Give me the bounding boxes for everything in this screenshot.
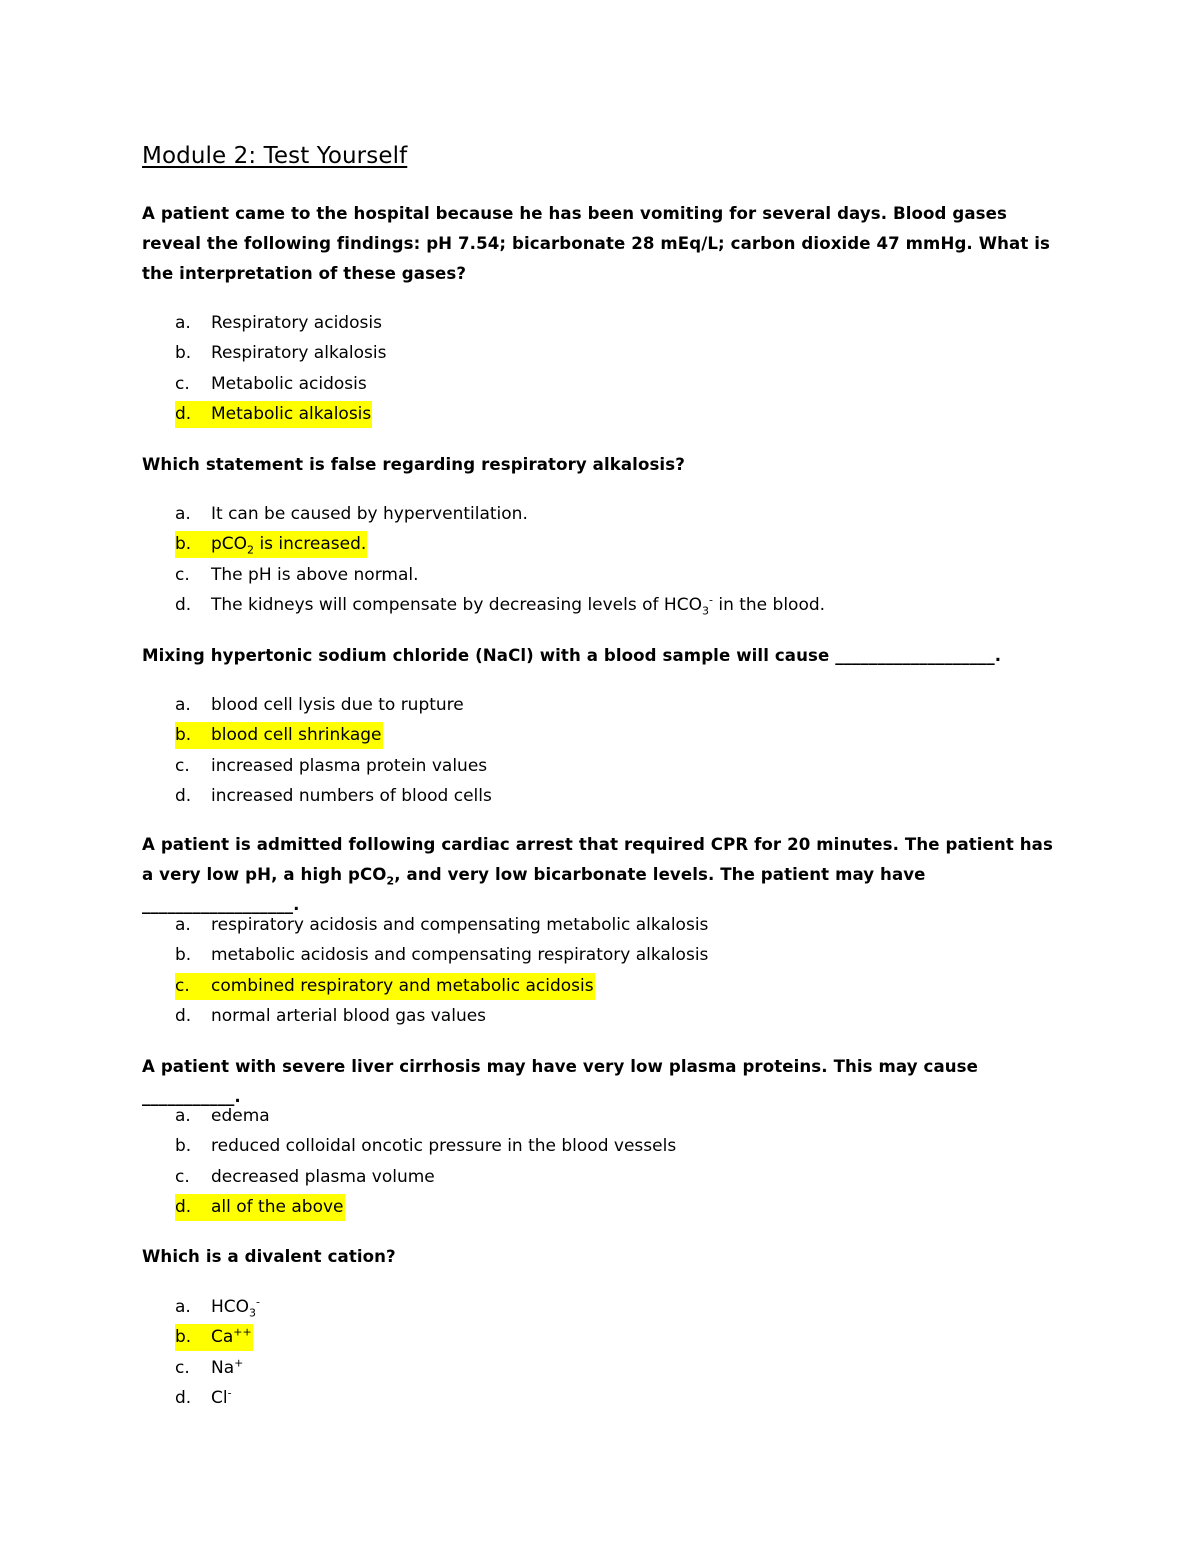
option-text: all of the above	[211, 1196, 344, 1217]
option-letter: a.	[175, 695, 191, 715]
option-text: normal arterial blood gas values	[211, 1005, 487, 1026]
option-letter: a.	[175, 1297, 191, 1317]
question-5-stem: A patient with severe liver cirrhosis may have very low plasma proteins. This may cause ___________.	[142, 1057, 978, 1106]
subscript: 2	[386, 874, 395, 888]
question-2-stem: Which statement is false regarding respiratory alkalosis?	[142, 455, 685, 474]
option-text: respiratory acidosis and compensating metabolic alkalosis	[211, 915, 709, 935]
option-text: blood cell shrinkage	[211, 725, 382, 746]
option-4c-highlighted	[175, 971, 709, 1001]
option-6a	[175, 1292, 261, 1322]
option-letter: c.	[175, 755, 190, 776]
option-letter: c.	[175, 1357, 190, 1378]
option-letter: a.	[175, 504, 191, 524]
option-text-pre: The kidneys will compensate by decreasing levels of HCO	[211, 594, 702, 615]
option-1d-highlighted	[175, 399, 387, 429]
superscript: -	[256, 1295, 261, 1309]
option-text-pre: Cl	[211, 1387, 228, 1408]
option-letter: d.	[175, 594, 192, 615]
option-text: Respiratory alkalosis	[211, 343, 387, 364]
option-letter: d.	[175, 403, 192, 424]
option-letter: c.	[175, 1166, 190, 1187]
option-letter: c.	[175, 564, 190, 585]
superscript: -	[227, 1386, 232, 1400]
stem-text-pre: A patient is admitted following cardiac arrest that required CPR for 20 minutes. The patient has a very low pH, a high pCO	[142, 835, 1053, 884]
option-text: Respiratory acidosis	[211, 313, 382, 333]
option-5b	[175, 1131, 677, 1161]
option-3c	[175, 751, 493, 781]
option-letter: a.	[175, 915, 191, 935]
option-text: increased numbers of blood cells	[211, 785, 492, 806]
option-1c	[175, 369, 387, 399]
subscript: 3	[701, 604, 709, 618]
option-letter: c.	[175, 975, 190, 996]
option-5c	[175, 1162, 677, 1192]
option-2c	[175, 560, 826, 590]
option-letter: b.	[175, 1327, 192, 1348]
option-letter: a.	[175, 1106, 191, 1126]
option-text: edema	[211, 1106, 270, 1126]
page-title: Module 2: Test Yourself	[142, 143, 408, 169]
option-6b-highlighted	[175, 1322, 261, 1352]
option-text: metabolic acidosis and compensating respiratory alkalosis	[211, 945, 709, 966]
option-text: combined respiratory and metabolic acidosis	[211, 975, 594, 996]
subscript: 3	[249, 1306, 257, 1320]
option-letter: b.	[175, 725, 192, 746]
option-text: Metabolic alkalosis	[211, 403, 372, 424]
superscript: ++	[233, 1325, 252, 1339]
option-text-post: in the blood.	[712, 594, 826, 615]
option-2d	[175, 590, 826, 620]
stem-text-post: , and very low bicarbonate levels. The patient may have __________________.	[142, 865, 926, 914]
option-3a	[175, 690, 493, 720]
option-1b	[175, 338, 387, 368]
option-letter: a.	[175, 313, 191, 333]
option-2a	[175, 499, 826, 529]
option-text-pre: Ca	[211, 1327, 234, 1348]
option-text: Metabolic acidosis	[211, 373, 367, 394]
option-text-pre: Na	[211, 1357, 235, 1378]
option-text: reduced colloidal oncotic pressure in the blood vessels	[211, 1136, 677, 1157]
option-6c	[175, 1353, 261, 1383]
question-3-options	[175, 690, 493, 811]
option-3b-highlighted	[175, 720, 493, 750]
superscript: -	[708, 593, 713, 607]
option-4b	[175, 940, 709, 970]
option-letter: b.	[175, 343, 192, 364]
option-6d	[175, 1383, 261, 1413]
option-letter: b.	[175, 534, 192, 555]
question-4-options	[175, 910, 709, 1031]
question-1-options	[175, 308, 387, 429]
option-text: increased plasma protein values	[211, 755, 488, 776]
option-5a	[175, 1101, 677, 1131]
option-letter: d.	[175, 785, 192, 806]
question-6-stem: Which is a divalent cation?	[142, 1247, 396, 1266]
option-3d	[175, 781, 493, 811]
subscript: 2	[247, 543, 255, 557]
option-letter: b.	[175, 1136, 192, 1157]
option-letter: d.	[175, 1196, 192, 1217]
option-text-post: is increased.	[254, 534, 367, 555]
option-text: decreased plasma volume	[211, 1166, 435, 1187]
option-text: It can be caused by hyperventilation.	[211, 504, 528, 524]
option-text-pre: HCO	[211, 1297, 250, 1317]
question-4-stem	[142, 830, 1062, 920]
question-2-options	[175, 499, 826, 620]
question-5-options	[175, 1101, 677, 1222]
option-4d	[175, 1001, 709, 1031]
option-letter: d.	[175, 1387, 192, 1408]
option-text: blood cell lysis due to rupture	[211, 695, 464, 715]
question-1-stem: A patient came to the hospital because he has been vomiting for several days. Blood gases reveal the following findings: pH 7.54; bicarbonate 28 mEq/L; carbon dioxide 47 mmHg. What is the interpretation of these gases?	[142, 204, 1050, 283]
question-3-stem: Mixing hypertonic sodium chloride (NaCl) with a blood sample will cause ___________________.	[142, 646, 1002, 665]
option-2b-highlighted	[175, 529, 826, 559]
superscript: +	[234, 1355, 244, 1369]
question-6-options	[175, 1292, 261, 1413]
option-5d-highlighted	[175, 1192, 677, 1222]
option-letter: c.	[175, 373, 190, 394]
option-1a	[175, 308, 387, 338]
option-4a	[175, 910, 709, 940]
option-text: The pH is above normal.	[211, 564, 419, 585]
option-letter: d.	[175, 1005, 192, 1026]
option-text-pre: pCO	[211, 534, 248, 555]
option-letter: b.	[175, 945, 192, 966]
